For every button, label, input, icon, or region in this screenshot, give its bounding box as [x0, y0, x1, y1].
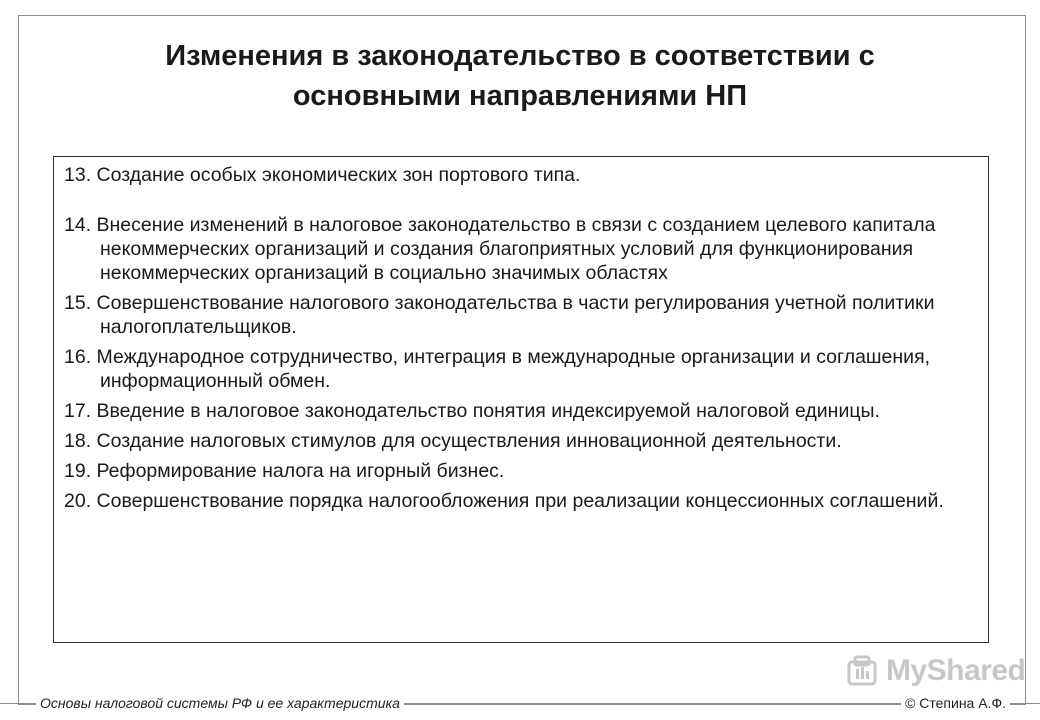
- list-item: 14. Внесение изменений в налоговое законодательство в связи с созданием целевого капитала некоммерческих организаций и создания благоприятных условий для функционирования некоммерческих организаций в социально значимых областях: [64, 214, 936, 284]
- slide-title-line1: Изменения в законодательство в соответствии с: [165, 40, 875, 72]
- content-box: [53, 156, 989, 643]
- list-item: 15. Совершенствование налогового законодательства в части регулирования учетной политики налогоплательщиков.: [64, 292, 935, 338]
- myshared-watermark: [846, 654, 1025, 688]
- footer-author: © Степина А.Ф.: [901, 694, 1010, 712]
- list-item: 13. Создание особых экономических зон портового типа.: [64, 164, 581, 186]
- list-item: 19. Реформирование налога на игорный бизнес.: [64, 460, 505, 482]
- slide-title: [40, 36, 1000, 116]
- list-item: 20. Совершенствование порядка налогообложения при реализации концессионных соглашений.: [64, 490, 944, 512]
- footer-course-title: Основы налоговой системы РФ и ее характеристика: [36, 694, 404, 712]
- measures-list: [64, 163, 974, 519]
- slide-title-line2: основными направлениями НП: [292, 80, 748, 112]
- myshared-logo-icon: [846, 654, 880, 688]
- list-item: 18. Создание налоговых стимулов для осуществления инновационной деятельности.: [64, 430, 842, 452]
- list-item: 16. Международное сотрудничество, интеграция в международные организации и соглашения, информационный обмен.: [64, 346, 931, 392]
- list-item: 17. Введение в налоговое законодательство понятия индексируемой налоговой единицы.: [64, 400, 880, 422]
- watermark-text: MyShared: [886, 654, 1026, 687]
